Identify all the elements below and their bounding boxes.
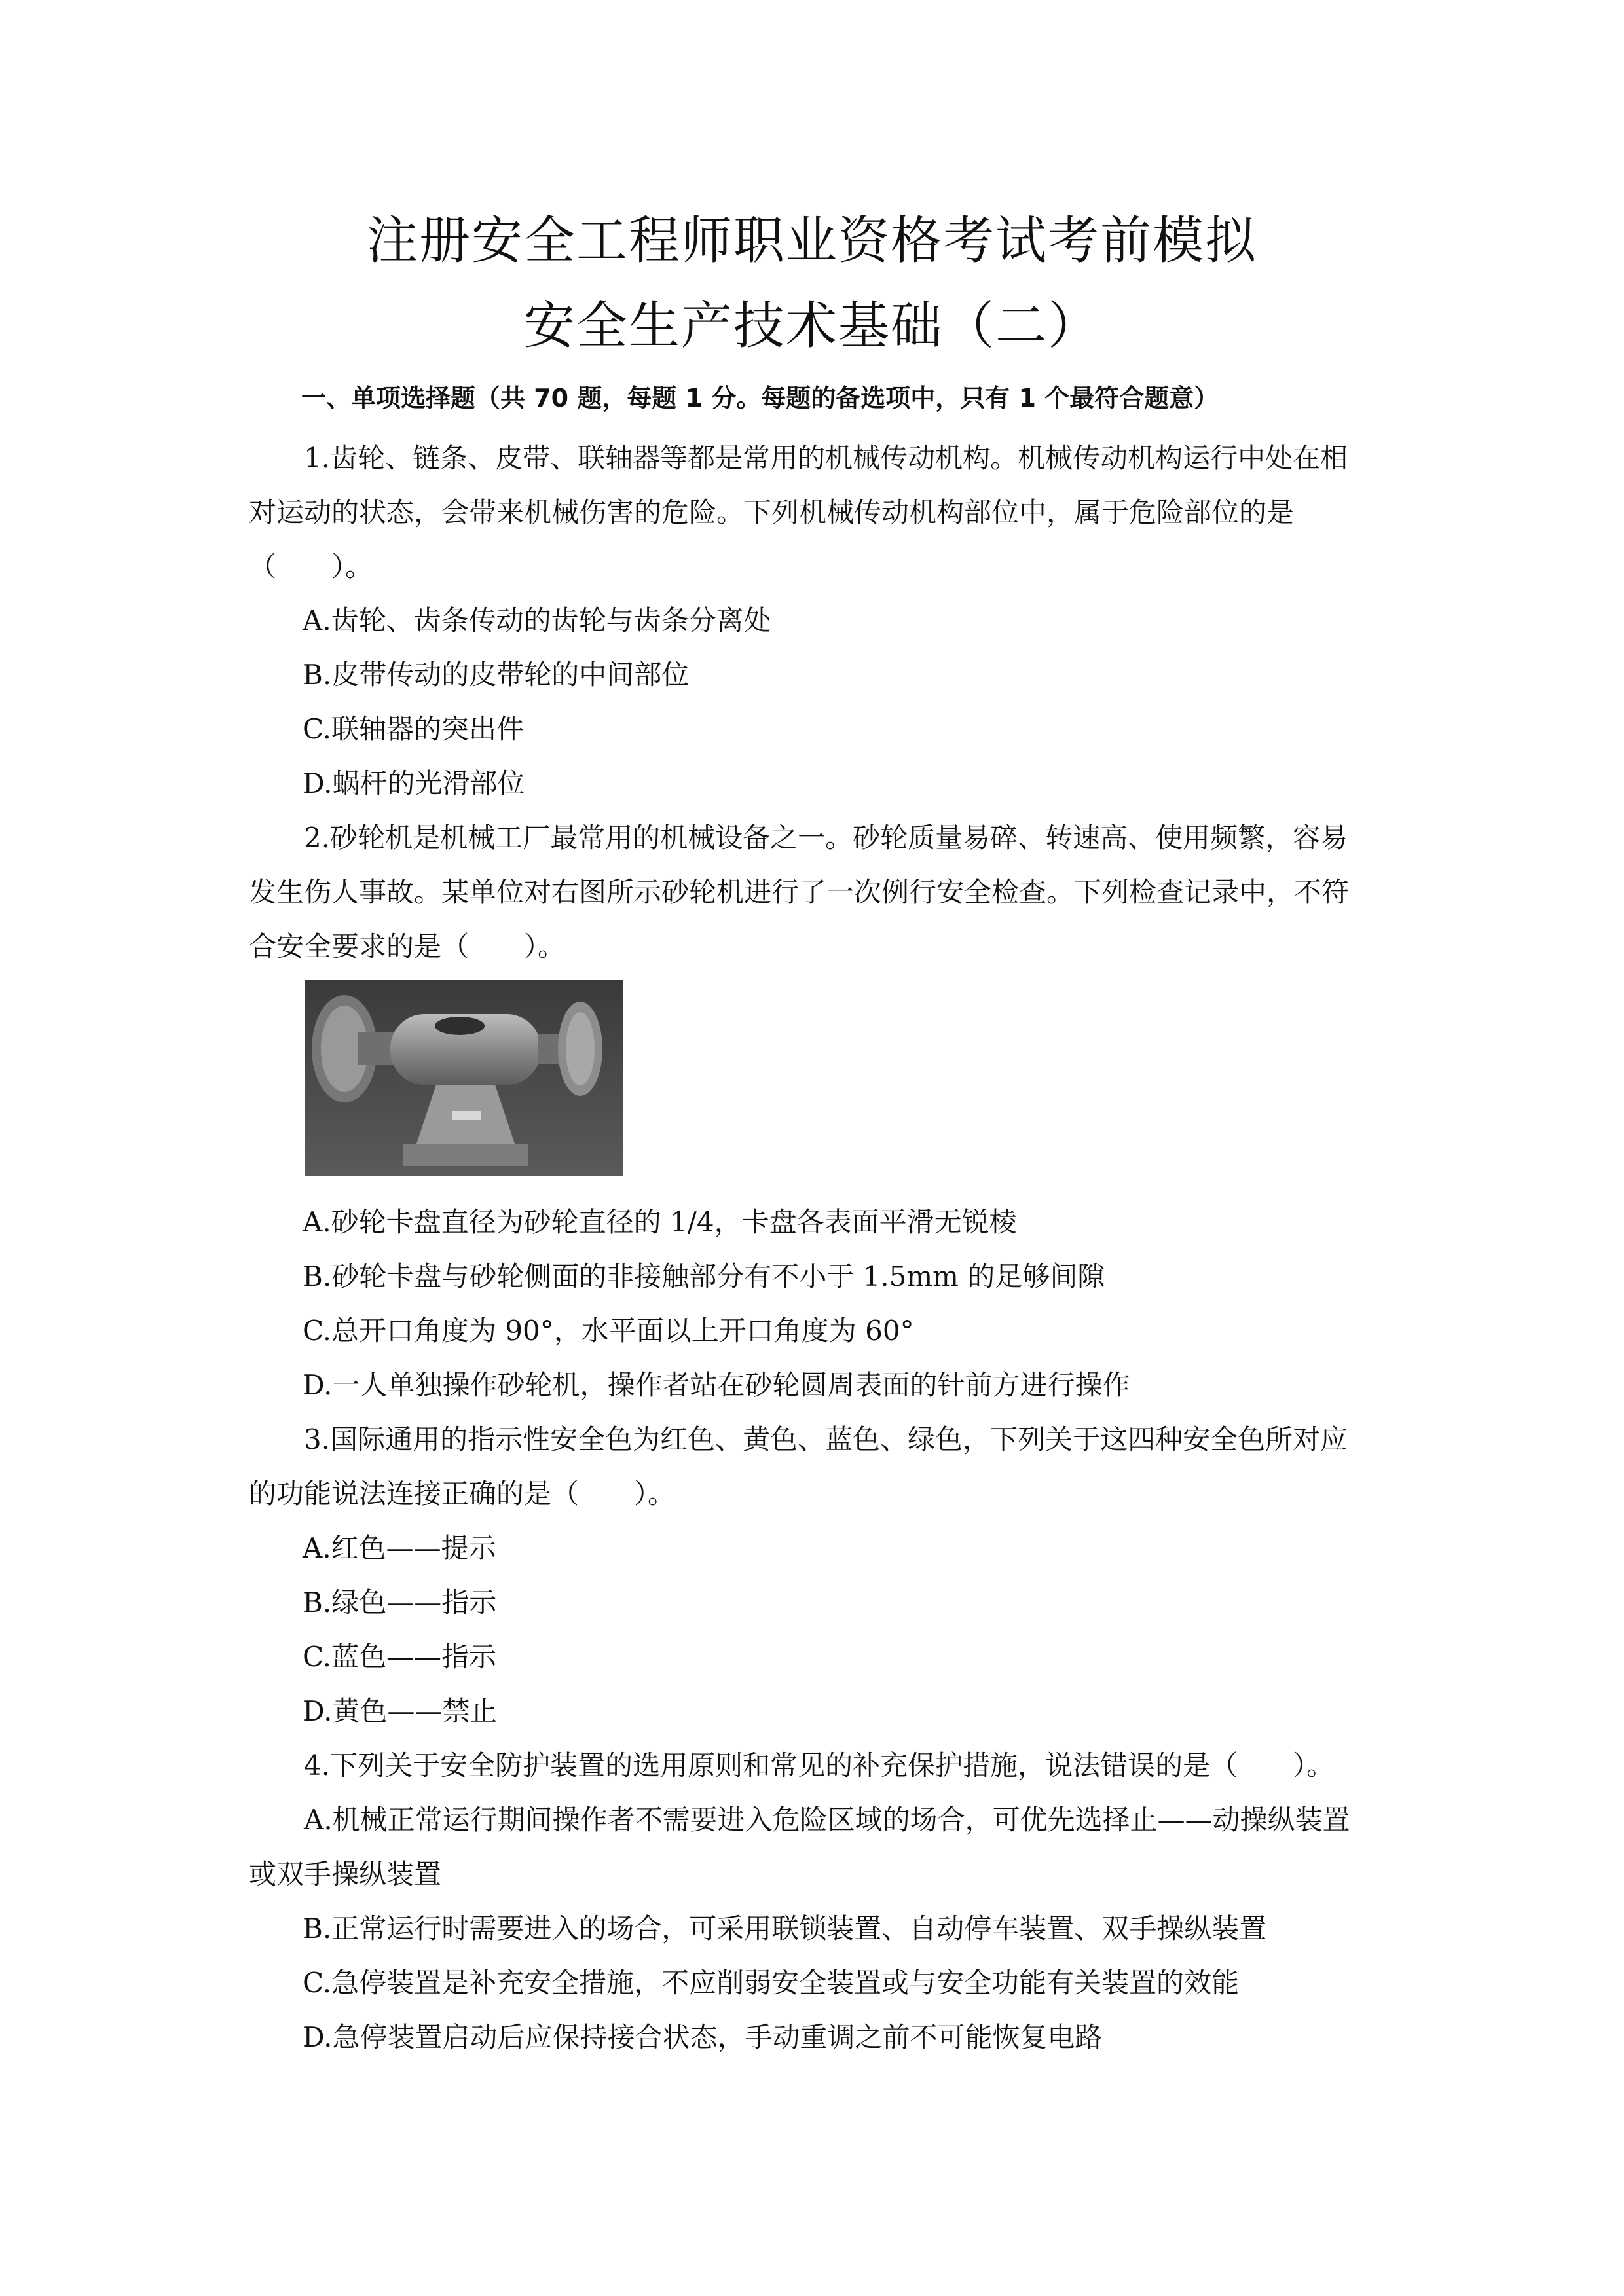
question-3-option-c: C.蓝色——指示 [303,1641,496,1673]
question-2-option-a: A.砂轮卡盘直径为砂轮直径的 1/4，卡盘各表面平滑无锐棱 [303,1206,1017,1238]
question-4-option-d: D.急停装置启动后应保持接合状态，手动重调之前不可能恢复电路 [303,2021,1103,2053]
exam-subtitle: 安全生产技术基础（二） [523,297,1100,355]
exam-title: 注册安全工程师职业资格考试考前模拟 [366,211,1257,270]
question-2-stem: 2.砂轮机是机械工厂最常用的机械设备之一。砂轮质量易碎、转速高、使用频繁，容易发生伤人事故。某单位对右图所示砂轮机进行了一次例行安全检查。下列检查记录中，不符合安全要求的是（ ）。 [249,822,1350,962]
question-4-option-c: C.急停装置是补充安全措施，不应削弱安全装置或与安全功能有关装置的效能 [303,1967,1239,1999]
question-1-option-d: D.蜗杆的光滑部位 [303,767,525,799]
question-3-stem: 3.国际通用的指示性安全色为红色、黄色、蓝色、绿色，下列关于这四种安全色所对应的功能说法连接正确的是（ ）。 [249,1423,1348,1510]
bench-grinder-photo [305,980,623,1176]
question-1-option-a: A.齿轮、齿条传动的齿轮与齿条分离处 [303,604,771,636]
question-1-option-c: C.联轴器的突出件 [303,713,524,745]
question-2-option-d: D.一人单独操作砂轮机，操作者站在砂轮圆周表面的针前方进行操作 [303,1369,1130,1401]
question-1-option-b: B.皮带传动的皮带轮的中间部位 [303,659,690,691]
question-3-option-d: D.黄色——禁止 [303,1695,498,1727]
question-3-option-a: A.红色——提示 [303,1532,496,1564]
question-4-stem: 4.下列关于安全防护装置的选用原则和常见的补充保护措施，说法错误的是（ ）。 [304,1749,1335,1781]
question-4-option-a: A.机械正常运行期间操作者不需要进入危险区域的场合，可优先选择止——动操纵装置或双手操纵装置 [249,1804,1350,1890]
question-2-option-b: B.砂轮卡盘与砂轮侧面的非接触部分有不小于 1.5mm 的足够间隙 [303,1260,1105,1292]
question-1-stem: 1.齿轮、链条、皮带、联轴器等都是常用的机械传动机构。机械传动机构运行中处在相对运动的状态，会带来机械伤害的危险。下列机械传动机构部位中，属于危险部位的是（ ）。 [249,442,1348,583]
section-heading: 一、单项选择题（共 70 题，每题 1 分。每题的备选项中，只有 1 个最符合题意） [301,384,1219,412]
question-4-option-b: B.正常运行时需要进入的场合，可采用联锁装置、自动停车装置、双手操纵装置 [303,1912,1267,1944]
question-3-option-b: B.绿色——指示 [303,1586,497,1618]
question-2-option-c: C.总开口角度为 90°，水平面以上开口角度为 60° [303,1315,914,1347]
